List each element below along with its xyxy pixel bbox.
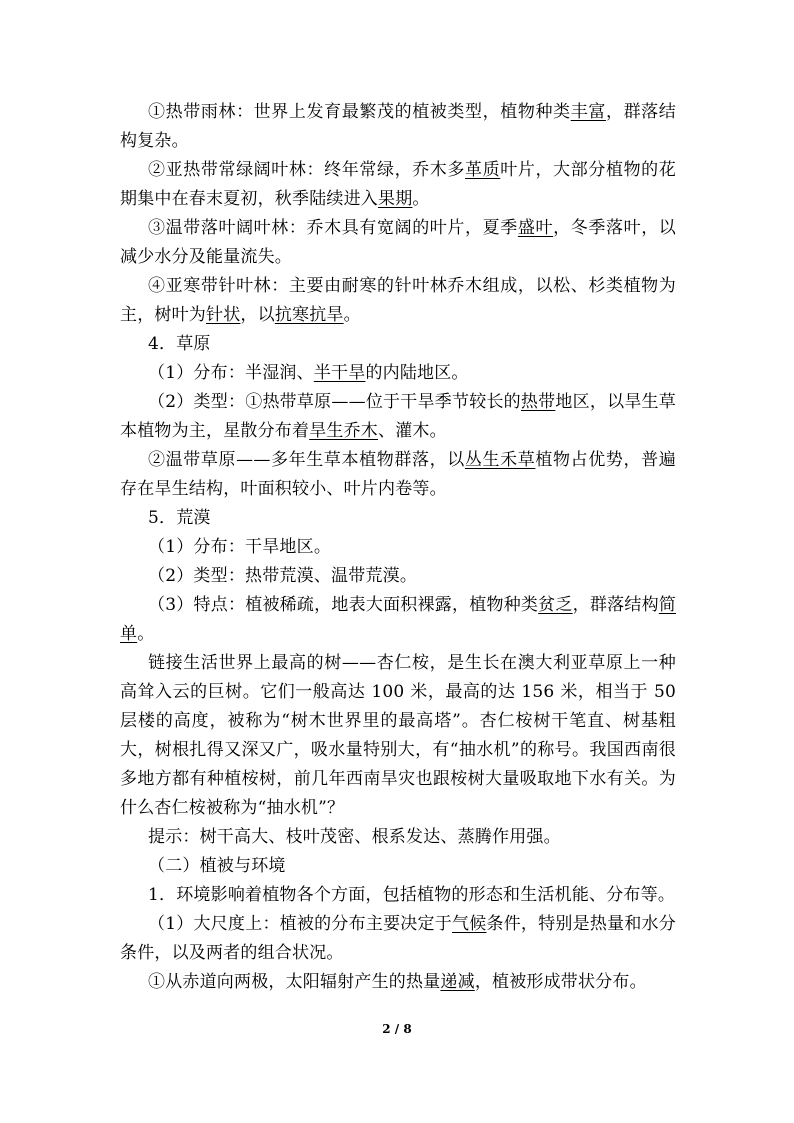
underlined-term: 气候 <box>452 914 487 934</box>
text-run: （1）分布：干旱地区。 <box>148 537 332 557</box>
paragraph-temperate-grassland <box>120 446 676 504</box>
text-run: 。 <box>343 305 361 325</box>
underlined-term: 简单 <box>120 595 677 644</box>
paragraph-taiga <box>120 272 676 330</box>
text-run: 4．草原 <box>148 334 211 354</box>
text-run: 条件，特别是热量和水分条件，以及两者的组合状况。 <box>120 914 676 963</box>
paragraph-life-link <box>120 649 676 823</box>
text-run: 地区，以旱生草本植物为主，星散分布着 <box>120 392 676 441</box>
text-run: （1）分布：半湿润、 <box>148 363 314 383</box>
underlined-term: 丰富 <box>570 102 606 122</box>
underlined-term: 旱生乔木 <box>309 421 379 441</box>
text-run: ②亚热带常绿阔叶林：终年常绿，乔木多 <box>148 160 466 180</box>
paragraph-env-1 <box>120 881 676 910</box>
underlined-term: 抗寒抗旱 <box>274 305 344 325</box>
underlined-term: 热带 <box>520 392 556 412</box>
text-run: 的内陆地区。 <box>365 363 469 383</box>
text-run: ①热带雨林：世界上发育最繁茂的植被类型，植物种类 <box>148 102 571 122</box>
text-run: ，冬季落叶，以减少水分及能量流失。 <box>120 218 677 267</box>
paragraph-desert-features <box>120 591 676 649</box>
text-run: ①从赤道向两极，太阳辐射产生的热量 <box>148 972 441 992</box>
text-run: 植物占优势，普遍存在旱生结构，叶面积较小、叶片内卷等。 <box>120 450 676 499</box>
paragraph-section-2-heading <box>120 852 676 881</box>
text-run: ，植被形成带状分布。 <box>474 972 647 992</box>
underlined-term: 针状 <box>206 305 241 325</box>
paragraph-hint <box>120 823 676 852</box>
underlined-term: 果期 <box>378 189 413 209</box>
paragraph-large-scale <box>120 910 676 968</box>
paragraph-deciduous-broadleaf <box>120 214 676 272</box>
paragraph-desert-types <box>120 562 676 591</box>
underlined-term: 丛生禾草 <box>464 450 536 470</box>
text-run: 1．环境影响着植物各个方面，包括植物的形态和生活机能、分布等。 <box>148 885 676 905</box>
underlined-term: 革质 <box>465 160 501 180</box>
paragraph-grassland-distribution <box>120 359 676 388</box>
document-body <box>120 98 676 997</box>
text-run: （3）特点：植被稀疏，地表大面积裸露，植物种类 <box>148 595 539 615</box>
paragraph-rainforest <box>120 98 676 156</box>
underlined-term: 贫乏 <box>538 595 573 615</box>
text-run: （二）植被与环境 <box>148 856 286 876</box>
text-run: 。 <box>412 189 430 209</box>
text-run: ，群落结构复杂。 <box>120 102 676 151</box>
underlined-term: 盛叶 <box>517 218 554 238</box>
text-run: 、灌木。 <box>378 421 447 441</box>
text-run: ，群落结构 <box>572 595 659 615</box>
page-number: 2 / 8 <box>382 1022 412 1036</box>
text-run: 提示：树干高大、枝叶茂密、根系发达、蒸腾作用强。 <box>148 827 561 847</box>
text-run: ③温带落叶阔叶林：乔木具有宽阔的叶片，夏季 <box>148 218 518 238</box>
paragraph-grassland-heading <box>120 330 676 359</box>
text-run: 链接生活世界上最高的树——杏仁桉，是生长在澳大利亚草原上一种高耸入云的巨树。它们一般高达 100 米，最高的达 156 米，相当于 50 层楼的高度，被称为“树木世界里的最高塔”。杏仁桉树干笔直、树基粗大，树根扎得又深又广，吸水量特别大，有“抽水机”的称号。我国西南很多地方都有种植桉树，前几年西南旱灾也跟桉树大量吸取地下水有关。为什么杏仁桉被称为“抽水机”？ <box>120 653 676 818</box>
underlined-term: 递减 <box>440 972 475 992</box>
text-run: （1）大尺度上：植被的分布主要决定于 <box>148 914 452 934</box>
paragraph-desert-distribution <box>120 533 676 562</box>
text-run: ，以 <box>240 305 275 325</box>
text-run: 叶片，大部分植物的花期集中在春末夏初，秋季陆续进入 <box>120 160 677 209</box>
paragraph-evergreen-broadleaf <box>120 156 676 214</box>
paragraph-desert-heading <box>120 504 676 533</box>
text-run: （2）类型：①热带草原——位于干旱季节较长的 <box>148 392 521 412</box>
paragraph-grassland-types <box>120 388 676 446</box>
text-run: 5．荒漠 <box>148 508 211 528</box>
text-run: 。 <box>137 624 155 644</box>
text-run: ④亚寒带针叶林：主要由耐寒的针叶林乔木组成，以松、杉类植物为主，树叶为 <box>120 276 676 325</box>
paragraph-equator-poles <box>120 968 676 997</box>
text-run: ②温带草原——多年生草本植物群落，以 <box>148 450 465 470</box>
text-run: （2）类型：热带荒漠、温带荒漠。 <box>148 566 418 586</box>
underlined-term: 半干旱 <box>313 363 366 383</box>
